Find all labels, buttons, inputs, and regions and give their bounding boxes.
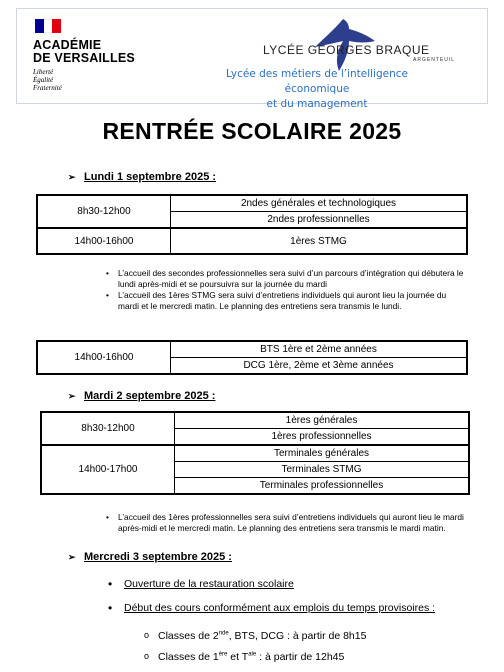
arrow-icon: ➢ xyxy=(68,391,76,401)
mercredi-sub-items xyxy=(144,630,366,672)
note-item: • L’accueil des 1ères STMG sera suivi d’entretiens individuels qui auront lieu la journée du mardi et le mercredi matin. Le planning des entretiens sera transmis le lundi. xyxy=(106,290,468,311)
class-cell: Terminales STMG xyxy=(175,462,470,478)
devise-egalite: Égalité xyxy=(33,76,54,84)
page-title: RENTRÉE SCOLAIRE 2025 xyxy=(102,118,402,144)
lundi-notes xyxy=(106,268,468,312)
day-mercredi-label: Mercredi 3 septembre 2025 : xyxy=(84,551,232,563)
mercredi-items xyxy=(108,578,435,614)
note-item: • L’accueil des 1ères professionnelles sera suivi d’entretiens individuels qui auront lieu le mardi après-midi et le mercredi matin. Le planning des entretiens sera transmis le mardi matin. xyxy=(106,512,468,533)
day-lundi-label: Lundi 1 septembre 2025 : xyxy=(84,171,217,183)
class-cell: 1ères générales xyxy=(175,412,470,429)
item-text: Début des cours conformément aux emplois du temps provisoires : xyxy=(124,602,436,614)
french-flag-icon xyxy=(35,19,61,33)
lycee-city: ARGENTEUIL xyxy=(413,57,455,63)
sub-text: : à partir de 12h45 xyxy=(256,651,345,663)
sup-text: nde xyxy=(218,630,229,637)
sub-item xyxy=(144,651,366,672)
arrow-icon: ➢ xyxy=(68,172,76,182)
sub-text: , BTS, DCG : à partir de 8h15 xyxy=(228,630,367,642)
devise-liberte: Liberté xyxy=(33,68,54,76)
devise-fraternite: Fraternité xyxy=(33,84,62,92)
item-text: Ouverture de la restauration scolaire xyxy=(124,578,294,590)
class-cell: 2ndes professionnelles xyxy=(171,212,468,229)
note-item: • L’accueil des secondes professionnelles sera suivi d’un parcours d’intégration qui débutera le lundi après-midi et se poursuivra sur la journée du mardi xyxy=(106,268,468,289)
class-cell: DCG 1ère, 2ème et 3ème années xyxy=(171,358,468,375)
lundi-schedule-table xyxy=(36,194,468,255)
sup-text: ale xyxy=(248,651,257,658)
sub-item xyxy=(144,630,366,651)
class-cell: Terminales générales xyxy=(175,445,470,462)
sub-text: Classes de 1 xyxy=(158,651,219,663)
day-heading-lundi xyxy=(68,171,216,183)
class-cell: 2ndes générales et technologiques xyxy=(171,195,468,212)
sub-text: et T xyxy=(227,651,249,663)
class-cell: BTS 1ère et 2ème années xyxy=(171,341,468,358)
sub-text: Classes de 2 xyxy=(158,630,219,642)
time-slot: 8h30-12h00 xyxy=(37,195,171,228)
lycee-name: LYCÉE GEORGES BRAQUE xyxy=(263,43,430,57)
academie-logo xyxy=(33,19,135,92)
lycee-logo xyxy=(257,19,477,63)
header xyxy=(16,8,488,110)
day-heading-mardi xyxy=(68,390,215,402)
lycee-desc-line1: Lycée des métiers de l’intelligence économique xyxy=(225,68,408,95)
arrow-icon: ➢ xyxy=(68,552,76,562)
sup-text: ère xyxy=(218,651,228,658)
list-item xyxy=(108,602,435,614)
lycee-desc-line2: et du management xyxy=(266,98,368,110)
devise xyxy=(33,68,135,92)
academie-line2: DE VERSAILLES xyxy=(33,51,135,65)
academie-name xyxy=(33,39,135,65)
class-cell: Terminales professionnelles xyxy=(175,478,470,495)
class-cell: 1ères STMG xyxy=(171,228,468,254)
time-slot: 8h30-12h00 xyxy=(41,412,175,445)
bts-schedule-table xyxy=(36,340,468,375)
mardi-schedule-table xyxy=(40,411,470,495)
day-mardi-label: Mardi 2 septembre 2025 : xyxy=(84,390,216,402)
time-slot: 14h00-17h00 xyxy=(41,445,175,494)
academie-line1: ACADÉMIE xyxy=(33,38,102,52)
list-item xyxy=(108,578,435,590)
mardi-notes xyxy=(106,512,468,534)
class-cell: 1ères professionnelles xyxy=(175,429,470,446)
time-slot: 14h00-16h00 xyxy=(37,228,171,254)
day-heading-mercredi xyxy=(68,551,232,563)
lycee-description xyxy=(197,67,437,112)
time-slot: 14h00-16h00 xyxy=(37,341,171,374)
